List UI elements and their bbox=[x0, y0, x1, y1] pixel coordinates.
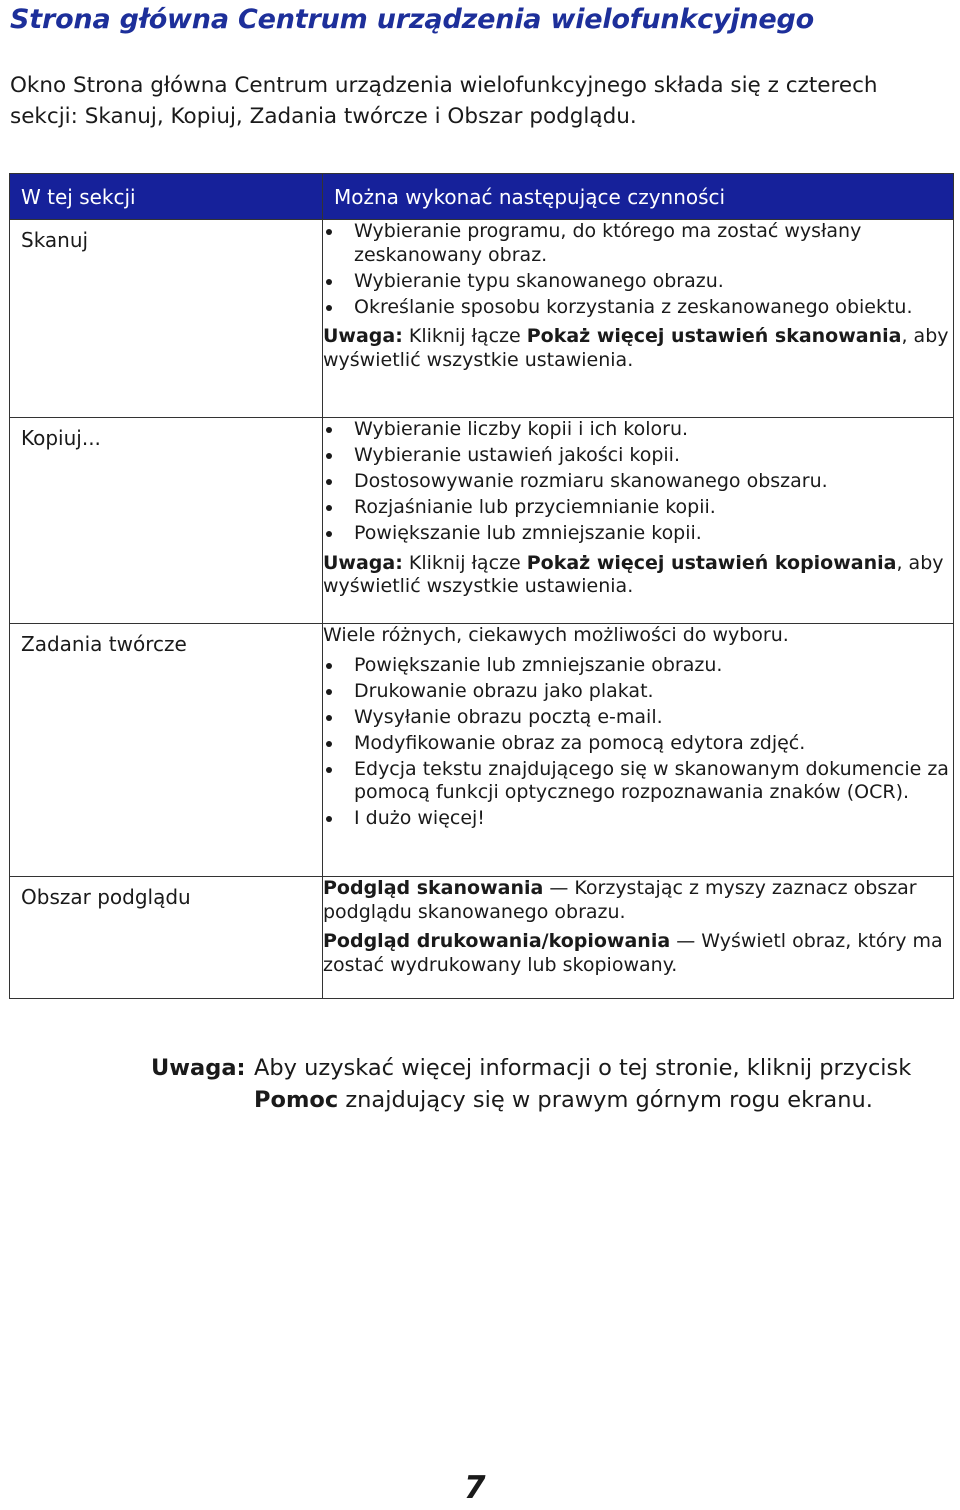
section-name-copy: Kopiuj... bbox=[21, 426, 101, 450]
section-name-creative-tasks: Zadania twórcze bbox=[21, 632, 187, 656]
list-item: Wybieranie liczby kopii i ich koloru. bbox=[323, 418, 953, 442]
note-text: Kliknij łącze bbox=[402, 551, 527, 574]
copy-actions-list bbox=[323, 418, 953, 546]
table-row-creative-tasks bbox=[10, 624, 954, 877]
list-item: Wybieranie typu skanowanego obrazu. bbox=[323, 270, 953, 294]
print-copy-preview-text: — Wyświetl obraz, który ma zostać wydrukowany lub skopiowany. bbox=[323, 930, 943, 976]
list-item: I dużo więcej! bbox=[323, 807, 953, 831]
section-name-cell bbox=[10, 418, 323, 624]
header-actions-column: Można wykonać następujące czynności bbox=[323, 174, 954, 220]
table-row-copy bbox=[10, 418, 954, 624]
creative-tasks-list bbox=[323, 654, 953, 831]
list-item: Określanie sposobu korzystania z zeskanowanego obiektu. bbox=[323, 296, 953, 320]
section-name-preview-area: Obszar podglądu bbox=[21, 885, 191, 909]
intro-paragraph: Okno Strona główna Centrum urządzenia wielofunkcyjnego składa się z czterech sekcji: Skanuj, Kopiuj, Zadania twórcze i Obszar podglądu. bbox=[10, 73, 878, 129]
list-item: Wysyłanie obrazu pocztą e-mail. bbox=[323, 706, 953, 730]
page-title: Strona główna Centrum urządzenia wielofunkcyjnego bbox=[10, 4, 815, 35]
page-number: 7 bbox=[464, 1470, 486, 1506]
list-item: Edycja tekstu znajdującego się w skanowanym dokumencie za pomocą funkcji optycznego rozpoznawania znaków (OCR). bbox=[323, 758, 953, 805]
actions-cell bbox=[323, 418, 954, 624]
section-name-cell bbox=[10, 220, 323, 418]
note-text: Kliknij łącze bbox=[402, 325, 527, 347]
note-text: , aby wyświetlić wszystkie ustawienia. bbox=[323, 325, 949, 371]
table-row-scan bbox=[10, 220, 954, 418]
more-scan-settings-link[interactable]: Pokaż więcej ustawień skanowania bbox=[526, 325, 902, 347]
help-note-text bbox=[254, 1052, 941, 1116]
note-text: , aby wyświetlić wszystkie ustawienia. bbox=[323, 551, 944, 597]
scan-preview-description bbox=[323, 877, 953, 924]
list-item: Dostosowywanie rozmiaru skanowanego obszaru. bbox=[323, 470, 953, 494]
scan-note bbox=[323, 325, 953, 372]
help-note-line: znajdujący się w prawym górnym rogu ekranu. bbox=[338, 1087, 873, 1113]
section-name-cell bbox=[10, 877, 323, 999]
help-note-label: Uwaga: bbox=[151, 1055, 246, 1081]
list-item: Rozjaśnianie lub przyciemnianie kopii. bbox=[323, 496, 953, 520]
help-note-line: Aby uzyskać więcej informacji o tej stronie, kliknij przycisk bbox=[254, 1055, 912, 1081]
list-item: Drukowanie obrazu jako plakat. bbox=[323, 680, 953, 704]
list-item: Modyfikowanie obraz za pomocą edytora zdjęć. bbox=[323, 732, 953, 756]
actions-cell bbox=[323, 220, 954, 418]
scan-actions-list bbox=[323, 220, 953, 319]
note-label: Uwaga: bbox=[323, 325, 403, 347]
scan-preview-text: — Korzystając z myszy zaznacz obszar podglądu skanowanego obrazu. bbox=[323, 877, 917, 923]
note-label: Uwaga: bbox=[323, 551, 403, 574]
print-copy-preview-description bbox=[323, 930, 953, 977]
print-copy-preview-term: Podgląd drukowania/kopiowania bbox=[323, 930, 671, 952]
table-row-preview-area bbox=[10, 877, 954, 999]
list-item: Powiększanie lub zmniejszanie kopii. bbox=[323, 522, 953, 546]
list-item: Wybieranie programu, do którego ma zostać wysłany zeskanowany obraz. bbox=[323, 220, 953, 267]
section-name-scan: Skanuj bbox=[21, 228, 89, 252]
section-name-cell bbox=[10, 624, 323, 877]
list-item: Powiększanie lub zmniejszanie obrazu. bbox=[323, 654, 953, 678]
header-section-column: W tej sekcji bbox=[10, 174, 323, 220]
help-button-reference: Pomoc bbox=[254, 1087, 339, 1113]
actions-cell bbox=[323, 624, 954, 877]
help-note bbox=[151, 1052, 941, 1116]
more-copy-settings-link[interactable]: Pokaż więcej ustawień kopiowania bbox=[526, 551, 897, 574]
list-item: Wybieranie ustawień jakości kopii. bbox=[323, 444, 953, 468]
sections-table bbox=[9, 173, 954, 999]
table-header-row bbox=[10, 174, 954, 220]
actions-cell bbox=[323, 877, 954, 999]
copy-note bbox=[323, 552, 953, 599]
scan-preview-term: Podgląd skanowania bbox=[323, 877, 544, 899]
creative-tasks-lead: Wiele różnych, ciekawych możliwości do wyboru. bbox=[323, 624, 789, 646]
